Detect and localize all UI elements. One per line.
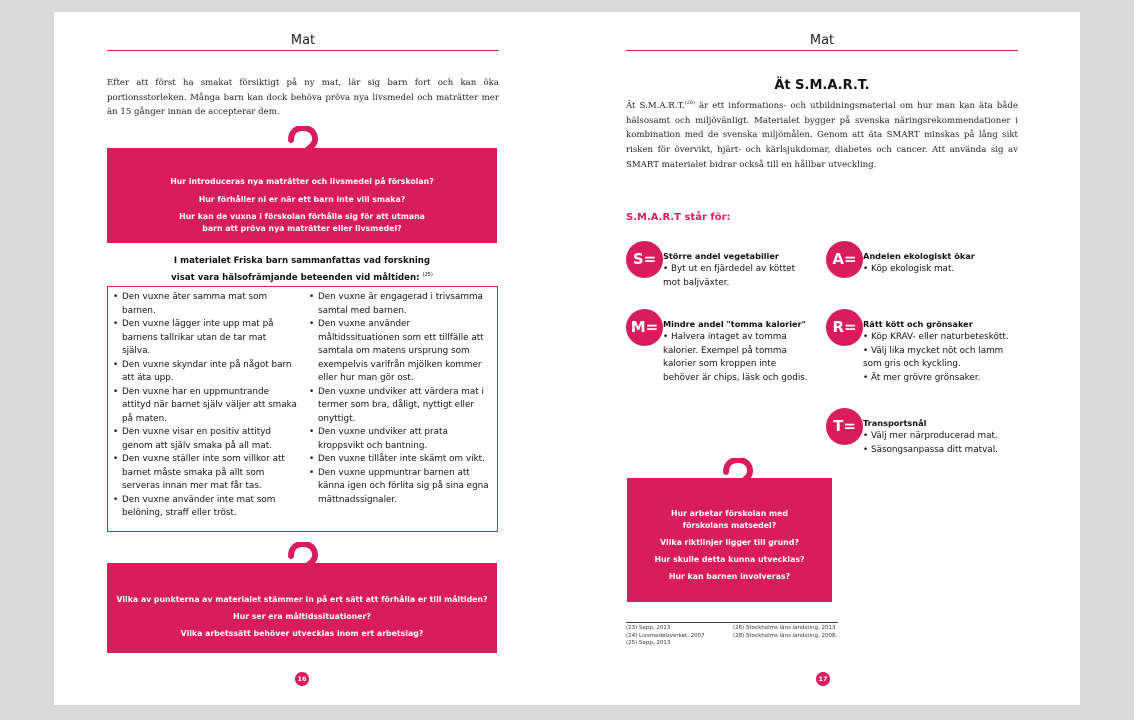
left-page [54, 12, 567, 705]
smart-item-a [826, 241, 1026, 301]
bullet-item: • Den vuxne använder måltidssituationen som ett tillfälle att samtala om matens ursprung som exempelvis varifrån mjölken kommer eller hur man gör ost. [309, 319, 484, 383]
question-line: Hur kan barnen involveras? [668, 572, 791, 581]
question-line: Hur förhåller ni er när ett barn inte vill smaka? [198, 195, 406, 204]
bullet-item: • Den vuxne lägger inte upp mat på barnens tallrikar utan de tar mat själva. [113, 319, 274, 356]
intro-paragraph: Ät S.M.A.R.T.$^{(26)}$ är ett informations- och utbildningsmaterial om hur man kan äta både hälsosamt och miljövänligt. Materialet bygger på svenska näringsrekommendationer i kombination med de svenska miljömålen. Genom att äta SMART minskas på lång sikt risken för övervikt, hjärt- och kärlsjukdomar, diabetes och cancer. Att använda sig av SMART materialet bidrar också till en hållbar utveckling. [626, 100, 1018, 170]
footnotes-left [626, 625, 705, 648]
page-number: 16 [295, 672, 309, 686]
letter-badge: T= [826, 408, 863, 445]
bullet-item: • Den vuxne äter samma mat som barnen. [113, 292, 268, 316]
question-line: Hur ser era måltidssituationer? [233, 612, 371, 621]
lead-line: I materialet Friska barn sammanfattas vad forskning [173, 256, 431, 266]
section-title: Ät S.M.A.R.T. [774, 78, 870, 93]
footnote: (23) Sepp, 2013 [626, 625, 671, 631]
book-spread [54, 12, 1080, 705]
item-text: • Köp KRAV- eller naturbeteskött. • Välj lika mycket nöt och lamm som gris och kyckling. • Ät mer grövre grönsaker. [863, 332, 1009, 383]
bullet-frame [107, 286, 498, 532]
bullet-item: • Den vuxne skyndar inte på något barn att äta upp. [113, 359, 292, 383]
letter-badge: A= [826, 241, 863, 278]
bullet-item: • Den vuxne undviker att värdera mat i termer som bra, dåligt, nyttigt eller onyttigt. [309, 386, 484, 424]
bullet-item: • Den vuxne visar en positiv attityd genom att själv smaka på all mat. [113, 427, 272, 451]
letter-badge: S= [626, 241, 663, 278]
item-title: Större andel vegetabilier [663, 251, 779, 261]
question-line: Hur introduceras nya maträtter och livsmedel på förskolan? [170, 177, 434, 186]
item-title: Transportsnål [863, 418, 927, 428]
bullet-item: • Den vuxne uppmuntrar barnen att känna igen och förlita sig på sina egna mättnadssignaler. [309, 467, 489, 505]
bullet-item: • Den vuxne tillåter inte skämt om vikt. [309, 454, 485, 464]
question-line: Hur skulle detta kunna utvecklas? [654, 555, 805, 564]
smart-item-m [626, 309, 846, 409]
letter-badge: R= [826, 309, 863, 346]
header-rule [626, 50, 1018, 51]
question-line: barn att pröva nya maträtter eller livsmedel? [202, 224, 402, 233]
bullet-item: • Den vuxne undviker att prata kroppsvikt och bantning. [309, 427, 448, 451]
bullet-list-left [113, 291, 297, 521]
item-text: • Halvera intaget av tomma kalorier. Exempel på tomma kalorier som kroppen inte behöver är chips, läsk och godis. [663, 332, 808, 383]
question-box-1 [107, 148, 497, 243]
footnote-rule [626, 622, 838, 623]
item-title: Andelen ekologiskt ökar [863, 251, 975, 261]
item-text: • Välj mer närproducerad mat. • Säsongsanpassa ditt matval. [863, 431, 998, 455]
page-header: Mat [809, 33, 835, 48]
smart-item-t [826, 408, 1026, 468]
footnotes-right [733, 625, 837, 640]
question-line: förskolans matsedel? [682, 521, 777, 530]
bullet-list-right [309, 291, 493, 507]
bullet-item: • Den vuxne ställer inte som villkor att barnet måste smaka på allt som serveras innan mer mat får tas. [113, 454, 285, 491]
smart-item-r [826, 309, 1026, 409]
question-box-2 [107, 563, 497, 653]
footnote: (26) Stockholms läns landsting, 2013 [733, 625, 836, 631]
question-line: Vilka riktlinjer ligger till grund? [660, 538, 799, 547]
bullet-item: • Den vuxne har en uppmuntrande attityd när barnet själv väljer att smaka på maten. [113, 386, 297, 424]
item-title: Rätt kött och grönsaker [863, 319, 973, 329]
intro-paragraph: Efter att först ha smakat försiktigt på ny mat, lär sig barn fort och kan öka portionsstorleken. Många barn kan dock behöva pröva nya livsmedel och maträtter mer än 15 gånger innan de accepterar dem. [107, 78, 499, 118]
smart-heading: S.M.A.R.T står för: [626, 212, 731, 223]
footnote: (25) Sepp, 2013 [626, 640, 671, 646]
item-text: • Köp ekologisk mat. [863, 264, 955, 274]
reference-marker: (26) [684, 100, 695, 106]
item-title: Mindre andel "tomma kalorier" [663, 319, 806, 329]
lead-text [107, 255, 497, 285]
question-line: Vilka arbetssätt behöver utvecklas inom ert arbetslag? [180, 629, 424, 638]
letter-badge: M= [626, 309, 663, 346]
question-line: Vilka av punkterna av materialet stämmer in på ert sätt att förhålla er till måltiden? [116, 595, 488, 604]
question-box-3 [627, 478, 832, 602]
reference-marker: (25) [422, 271, 433, 278]
page-header: Mat [290, 33, 316, 48]
question-line: Hur arbetar förskolan med [671, 509, 788, 518]
footnote: (28) Stockholms läns landsting, 2008. [733, 632, 838, 639]
bullet-item: • Den vuxne använder inte mat som belöning, straff eller tröst. [113, 494, 276, 518]
smart-item-s [626, 241, 826, 311]
lead-line: visat vara hälsofrämjande beteenden vid måltiden: $^{(25)}$ [171, 271, 433, 283]
right-page [567, 12, 1080, 705]
bullet-item: • Den vuxne är engagerad i trivsamma samtal med barnen. [309, 292, 483, 316]
footnote: (24) Livsmedelsverket, 2007 [626, 632, 705, 639]
page-number: 17 [816, 672, 830, 686]
header-rule [107, 50, 499, 51]
question-line: Hur kan de vuxna i förskolan förhålla sig för att utmana [179, 212, 425, 221]
item-text: • Byt ut en fjärdedel av köttet mot baljväxter. [663, 264, 796, 288]
